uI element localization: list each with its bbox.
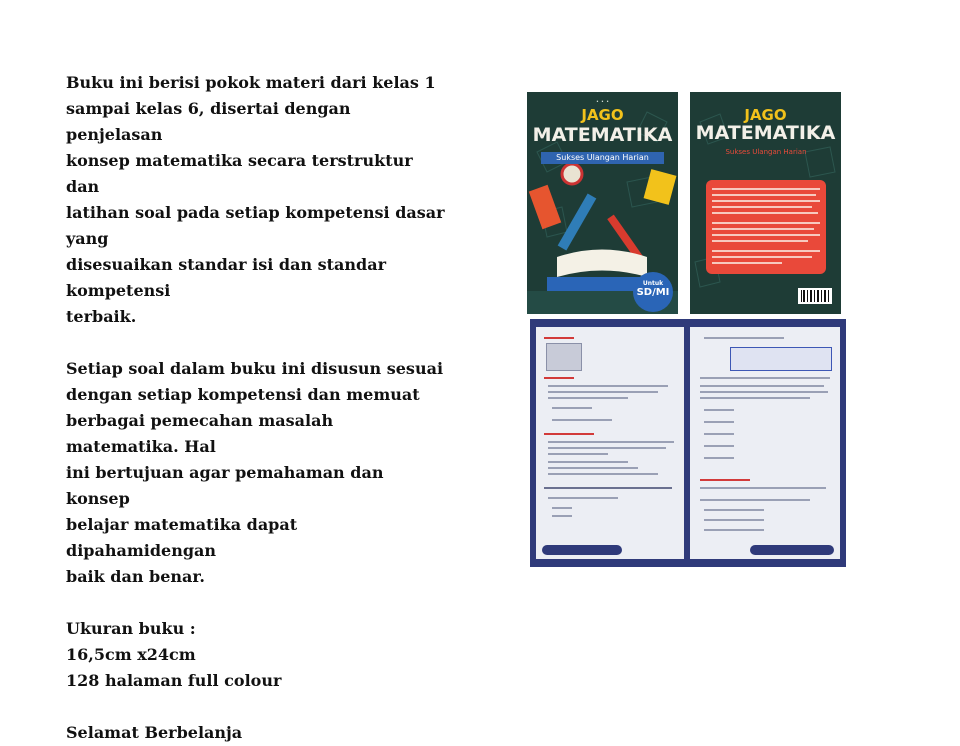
text-line: dengan setiap kompetensi dan memuat xyxy=(66,385,420,404)
book-back-cover-image xyxy=(690,92,841,314)
text-line: ini bertujuan agar pemahaman dan konsep xyxy=(66,463,384,508)
book-inside-pages-image xyxy=(530,319,846,567)
size-value: 16,5cm x24cm xyxy=(66,645,196,664)
text-line: disesuaikan standar isi dan standar kompetensi xyxy=(66,255,387,300)
description-paragraph-1 xyxy=(66,70,446,330)
text-line: baik dan benar. xyxy=(66,567,205,586)
grade-badge xyxy=(633,272,673,312)
cover-title-main: MATEMATIKA xyxy=(532,124,673,146)
description-paragraph-2 xyxy=(66,356,446,590)
product-description xyxy=(66,70,446,746)
text-line: sampai kelas 6, disertai dengan penjelasan xyxy=(66,99,351,144)
book-specs xyxy=(66,616,446,694)
right-page xyxy=(690,327,840,559)
text-line: belajar matematika dapat dipahamidengan xyxy=(66,515,298,560)
left-page xyxy=(536,327,684,559)
text-line: Buku ini berisi pokok materi dari kelas 1 xyxy=(66,73,436,92)
back-title-main: MATEMATIKA xyxy=(695,122,836,144)
cover-title-top: JAGO xyxy=(581,106,624,124)
author-line: · · · xyxy=(596,98,609,106)
text-line: konsep matematika secara terstruktur dan xyxy=(66,151,413,196)
text-line: Setiap soal dalam buku ini disusun sesuai xyxy=(66,359,444,378)
page-count: 128 halaman full colour xyxy=(66,671,282,690)
closing-text: Selamat Berbelanja xyxy=(66,723,243,742)
text-line: latihan soal pada setiap kompetensi dasar yang xyxy=(66,203,445,248)
cover-subtitle: Sukses Ulangan Harian xyxy=(541,152,664,164)
back-subtitle: Sukses Ulangan Harian xyxy=(725,148,807,156)
grade-badge-label: Untuk xyxy=(642,280,664,287)
grade-badge-value: SD/MI xyxy=(636,287,670,298)
text-line: terbaik. xyxy=(66,307,137,326)
back-title-top: JAGO xyxy=(744,106,787,124)
text-line: berbagai pemecahan masalah matematika. Hal xyxy=(66,411,334,456)
book-front-cover-image xyxy=(527,92,678,314)
size-label: Ukuran buku : xyxy=(66,619,196,638)
